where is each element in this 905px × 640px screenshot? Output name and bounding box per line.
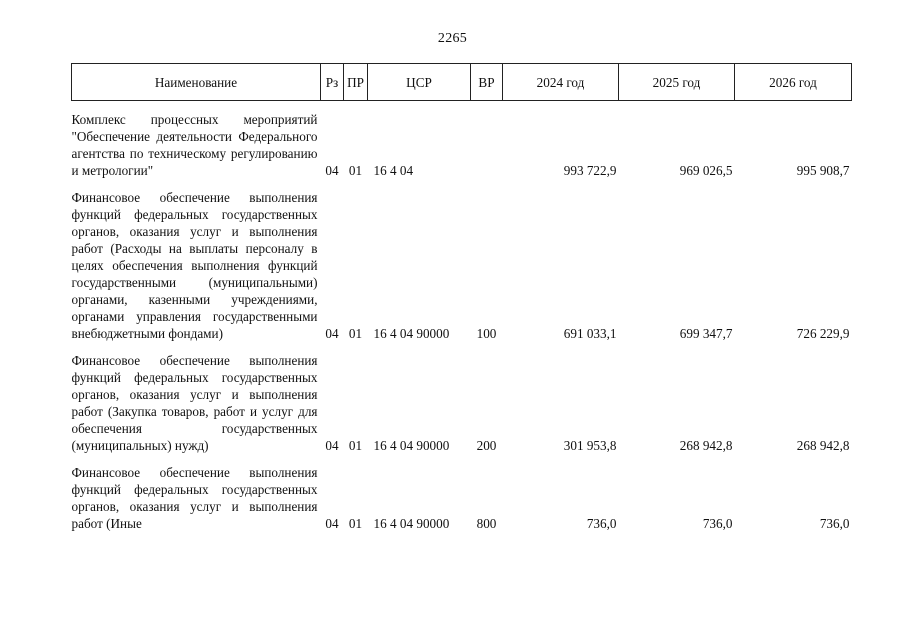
budget-table xyxy=(71,63,852,532)
row-name: Финансовое обеспечение выполнения функций федеральных государственных органов, оказания услуг и выполнения работ (Закупка товаров, работ и услуг для обеспечения государственных (муниципальных) нужд) xyxy=(71,353,318,453)
row-rz: 04 xyxy=(325,163,339,178)
row-2025: 736,0 xyxy=(702,516,733,531)
row-2026: 736,0 xyxy=(819,516,850,531)
table-row xyxy=(72,101,852,180)
row-pr: 01 xyxy=(348,326,363,341)
row-rz: 04 xyxy=(325,438,339,453)
row-vr xyxy=(471,101,503,180)
row-2024: 736,0 xyxy=(586,516,617,531)
row-2025: 699 347,7 xyxy=(679,326,733,341)
table-row xyxy=(72,179,852,342)
column-header-2026: 2026 год xyxy=(735,64,852,101)
row-name: Финансовое обеспечение выполнения функций федеральных государственных органов, оказания услуг и выполнения работ (Иные xyxy=(71,465,318,531)
row-2024: 301 953,8 xyxy=(563,438,617,453)
row-csr: 16 4 04 90000 xyxy=(373,516,450,531)
row-2025: 969 026,5 xyxy=(679,163,733,178)
row-2024: 993 722,9 xyxy=(563,163,617,178)
table-row xyxy=(72,454,852,532)
column-header-pr: ПР xyxy=(344,64,368,101)
header-row xyxy=(72,64,852,101)
row-rz: 04 xyxy=(325,326,339,341)
row-csr: 16 4 04 90000 xyxy=(373,438,450,453)
row-vr: 800 xyxy=(476,516,497,531)
row-pr: 01 xyxy=(348,438,363,453)
row-csr: 16 4 04 90000 xyxy=(373,326,450,341)
row-pr: 01 xyxy=(348,516,363,531)
row-vr: 200 xyxy=(476,438,497,453)
column-header-csr: ЦСР xyxy=(368,64,471,101)
column-header-2024: 2024 год xyxy=(503,64,619,101)
column-header-vr: ВР xyxy=(471,64,503,101)
row-name: Финансовое обеспечение выполнения функций федеральных государственных органов, оказания услуг и выполнения работ (Расходы на выплаты персоналу в целях обеспечения выполнения функций государственными (муниципальными) органами, казенными учреждениями, органами управления государственными внебюджетными фондами) xyxy=(71,190,318,341)
row-2025: 268 942,8 xyxy=(679,438,733,453)
column-header-2025: 2025 год xyxy=(619,64,735,101)
column-header-rz: Рз xyxy=(321,64,344,101)
row-name: Комплекс процессных мероприятий "Обеспечение деятельности Федерального агентства по техническому регулированию и метрологии" xyxy=(71,112,318,178)
row-rz: 04 xyxy=(325,516,339,531)
table-row xyxy=(72,342,852,454)
row-pr: 01 xyxy=(348,163,363,178)
row-vr: 100 xyxy=(476,326,497,341)
row-2026: 268 942,8 xyxy=(796,438,850,453)
column-header-name: Наименование xyxy=(72,64,321,101)
row-csr: 16 4 04 xyxy=(373,163,414,178)
row-2026: 995 908,7 xyxy=(796,163,850,178)
page-number: 2265 xyxy=(437,31,468,46)
row-2026: 726 229,9 xyxy=(796,326,850,341)
row-2024: 691 033,1 xyxy=(563,326,617,341)
